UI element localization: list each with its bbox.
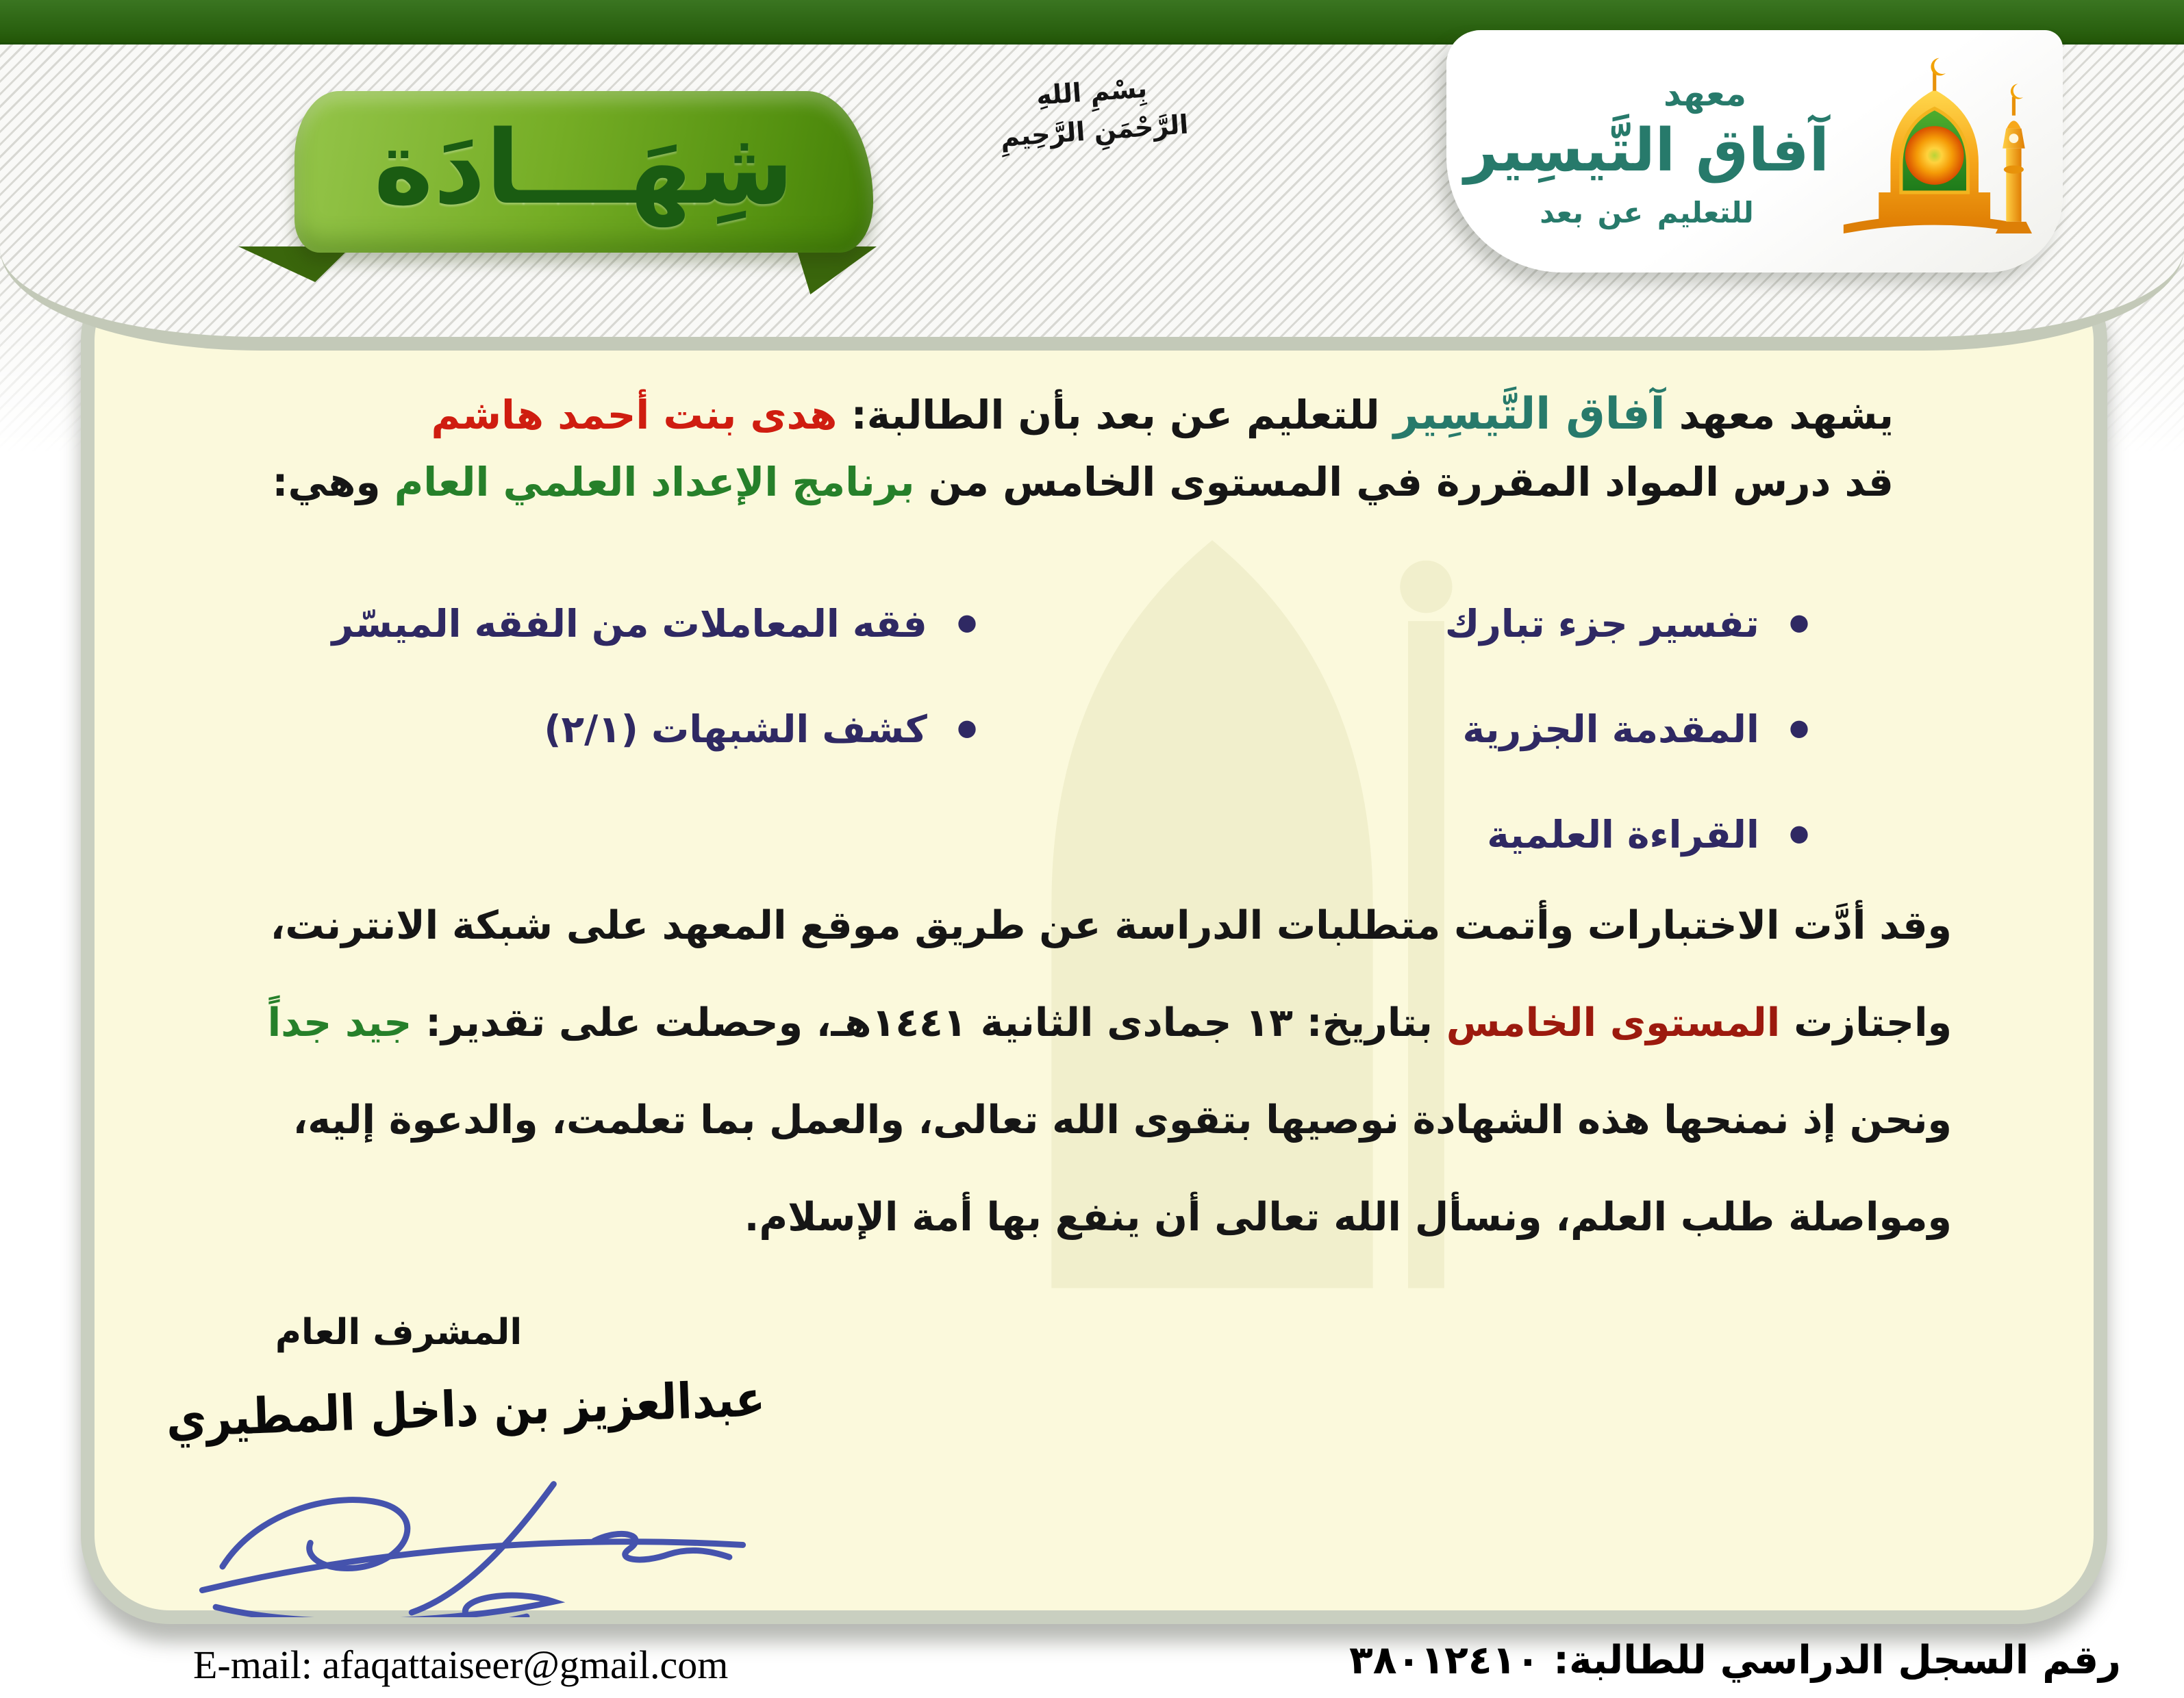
institute-tagline: للتعليم عن بعد [1540,195,1754,229]
institute-name-inline: آفاق التَّيسِير [1393,389,1666,440]
intro-line2a: قد درس المواد المقررة في المستوى الخامس من [928,459,1894,505]
contact-email [193,1642,728,1688]
email-value: afaqattaiseer@gmail.com [322,1643,729,1687]
intro-line-1 [175,381,1894,448]
course-label: القراءة العلمية [1487,813,1759,857]
intro-part2: للتعليم عن بعد بأن الطالبة: [851,392,1380,438]
record-label: رقم السجل الدراسي للطالبة: [1553,1638,2121,1683]
record-number: ٣٨٠١٢٤١٠ [1348,1638,1540,1683]
email-label: E-mail: [193,1643,312,1687]
institute-prefix: معهد [1663,73,1747,114]
course-item [983,807,1815,865]
certificate-ribbon [294,91,873,253]
institute-name-calligraphy: آفاق التَّيسِير [1464,116,1830,185]
ribbon-title: شِهَـــادَة [373,109,794,227]
closing-line2b: بتاريخ: ١٣ جمادى الثانية ١٤٤١هـ، وحصلت على تقدير: [425,1000,1433,1046]
courses-list [175,596,1990,865]
intro-part1: يشهد معهد [1679,392,1894,438]
course-item [175,702,983,759]
courses-column-right [983,596,1815,865]
courses-column-left [175,596,983,857]
course-item [175,596,983,654]
mosque-icon [1829,42,2045,261]
course-item [983,596,1815,654]
bismillah-line2: الرَّحْمَنِ الرَّحِيمِ [999,109,1190,153]
intro-line-2 [175,448,1894,516]
closing-line-2 [175,974,1952,1072]
certificate-body [175,381,1990,1266]
closing-line-1: وقد أدَّت الاختبارات وأتمت متطلبات الدراسة عن طريق موقع المعهد على شبكة الانترنت، [270,903,1952,948]
bullet-icon: • [951,702,983,759]
supervisor-title: المشرف العام [275,1312,523,1353]
course-item [983,702,1815,759]
course-label: فقه المعاملات من الفقه الميسّر [331,602,927,646]
level-name: المستوى الخامس [1446,1000,1781,1046]
bullet-icon: • [1783,702,1815,759]
supervisor-name-calligraphy: عبدالعزيز بن داخل المطيري [165,1371,766,1449]
bismillah-line1: بِسْمِ اللهِ [1035,73,1149,111]
institute-logo-text [1464,74,1829,229]
course-label: كشف الشبهات (٢/١) [544,707,927,751]
grade-value: جيد جداً [267,1000,412,1046]
intro-block [175,381,1990,516]
closing-line-4: ومواصلة طلب العلم، ونسأل الله تعالى أن ينفع بها أمة الإسلام. [744,1195,1952,1240]
student-record-number [1349,1638,2121,1683]
bullet-icon: • [1783,807,1815,865]
signature-scribble-icon [171,1465,774,1617]
course-label: تفسير جزء تبارك [1444,602,1759,646]
bullet-icon: • [951,596,983,654]
closing-line-3: ونحن إذ نمنحها هذه الشهادة نوصيها بتقوى الله تعالى، والعمل بما تعلمت، والدعوة إليه، [292,1098,1952,1143]
course-label: المقدمة الجزرية [1462,707,1759,751]
institute-logo-card [1446,30,2063,273]
intro-line2b: وهي: [272,459,381,505]
closing-line2a: واجتازت [1794,1000,1952,1046]
student-name: هدى بنت أحمد هاشم [431,392,838,438]
bullet-icon: • [1783,596,1815,654]
program-name: برنامج الإعداد العلمي العام [394,459,915,505]
closing-paragraph [175,877,1990,1266]
